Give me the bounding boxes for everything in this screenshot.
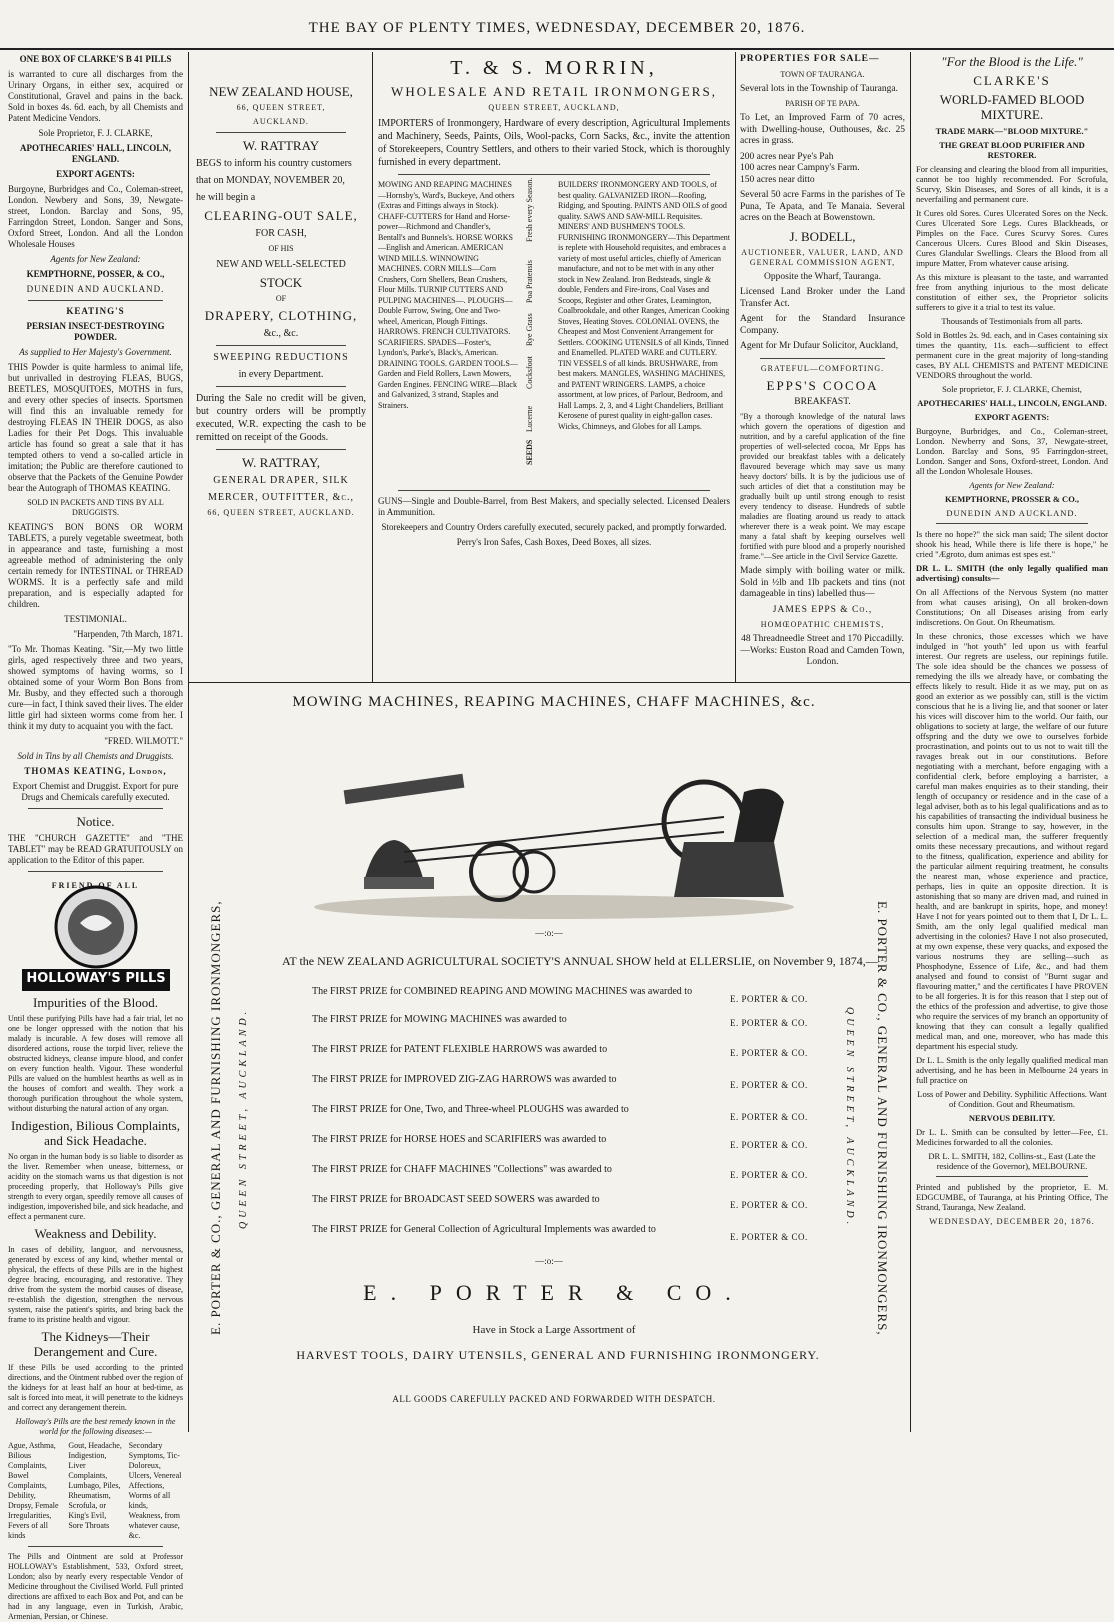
porter-name: E. PORTER & CO. (363, 1280, 745, 1305)
world-famed: WORLD-FAMED BLOOD MIXTURE. (939, 92, 1085, 122)
porter-show: AT the NEW ZEALAND AGRICULTURAL SOCIETY'S ANNUAL SHOW held at ELLERSLIE, on November 9, 1874,— (282, 954, 878, 968)
seal-text: FRIEND OF ALL (51, 881, 140, 890)
rattray-name: W. RATTRAY (242, 138, 320, 153)
smith-only: Dr L. L. Smith is the only legally qualified medical man advertising, and he has been in Melbourne 24 years in full practice on (916, 1055, 1108, 1085)
column-rule (735, 52, 736, 682)
draper-silk: GENERAL DRAPER, SILK (213, 475, 349, 486)
testimonial-signature: "FRED. WILMOTT." (104, 736, 183, 746)
export-agents-body: Burgoyne, Burbridges and Co., Coleman-street, London. Newbery and Sons, 39, Newgate-street, London. Barclay and Sons, 95, Farringdon Street, London. Sanger and Sons, Oxford Street, London. And all the London Wholesale Houses (8, 184, 183, 249)
trade-mark: TRADE MARK—"BLOOD MIXTURE." (935, 126, 1089, 136)
diseases-table (8, 1441, 183, 1541)
rattray-signature: W. RATTRAY, (242, 455, 320, 470)
purifier-heading: THE GREAT BLOOD PURIFIER AND RESTORER. (939, 140, 1085, 160)
morrin-intro: IMPORTERS of Ironmongery, Hardware of every description, Agricultural Implements and Machinery, Seeds, Paints, Oils, Wool-packs, Corn Sacks, &c., invite the attention of Storekeepers, Country Settlers, and others to their varied Stock, which is thoroughly furnished in every department. (378, 118, 730, 168)
bottles: Sold in Bottles 2s. 9d. each, and in Cases containing six times the quantity, 11s. each—sufficient to effect permanent cure in the great majority of long-standing cases, BY ALL CHEMISTS and PATENT MEDICINE VENDORS throughout the world. (916, 330, 1108, 380)
morrin-right-list: BUILDERS' IRONMONGERY AND TOOLS, of best quality. GALVANIZED IRON—Roofing, Ridging, and Spouting. PAINTS AND OILS of good quality. SAWS AND SAW-MILL Requisites. MINERS' AND BUSHMEN'S TOOLS. FURNISHING IRONMONGERY—This Department is replete with Household requisites, and embraces a variety of most useful articles, chiefly of American manufacture, and not to be met with in any other stock in New Zealand. Iron Bedsteads, single & double, Fenders and Fire-irons, Coal Vases and Scoops, Register and other Grates, Leamington, Coalbrookdale, and other Ranges, American Cooking Stoves, Heating Stoves. COLONIAL OVENS, the Cheapest and Most Convenient Arrangement for Settlers. COOKING UTENSILS of all Kinds, Tinned and Enamelled. PLATED WARE and CUTLERY. TIN VESSELS of all kinds. BRUSHWARE, from best makers. MANGLES, WASHING MACHINES, and PATENT WRINGERS. LAMPS, a choice assortment, at low prices, of Parlour, Bedroom, and Hall Lamps. 2, 3, and 4 Light Chandeliers, Brilliant Kerosene of purest quality in eight-gallon cases. Wicks, Chimneys, and Globes for all Lamps. (558, 180, 730, 431)
rattray-begs: BEGS to inform his country customers (196, 158, 352, 169)
masthead (0, 0, 1114, 48)
divider (28, 300, 163, 301)
clarke-pills-heading: ONE BOX OF CLARKE'S B 41 PILLS (19, 54, 172, 64)
prize-line: The FIRST PRIZE for COMBINED REAPING AND MOWING MACHINES was awarded to (312, 986, 693, 997)
pleasant: As this mixture is pleasant to the taste, and warranted free from anything injurious to the most delicate constitution of either sex, the Proprietor solicits sufferers to give it a trial to test its value. (916, 272, 1108, 312)
thousands: Thousands of Testimonials from all parts. (941, 316, 1083, 326)
divider (216, 386, 346, 387)
weakness-body: In cases of debility, languor, and nervousness, generated by excess of any kind, whether mental or physical, the effects of these Pills are in the highest degree bracing, encouraging, and restorative. They drive from the system the morbid causes of disease, re-establish the digestion, strengthen the nervous system, raise the patient's spirits, and bring back the frame to its pristine health and vigour. (8, 1245, 183, 1324)
prize-line: The FIRST PRIZE for BROADCAST SEED SOWERS was awarded to (312, 1194, 600, 1205)
export-heading-5: EXPORT AGENTS: (974, 412, 1050, 422)
bodell-licensed: Licensed Land Broker under the Land Transfer Act. (740, 287, 905, 309)
clarke-hall-5: APOTHECARIES' HALL, LINCOLN, ENGLAND. (917, 398, 1107, 408)
james-epps: JAMES EPPS & Co., (772, 604, 873, 615)
every-department: in every Department. (238, 369, 324, 380)
mercer-outfitter: MERCER, OUTFITTER, &c., (207, 492, 354, 503)
prize-winner: E. PORTER & CO. (730, 1170, 808, 1180)
cures-list: It Cures old Sores. Cures Ulcerated Sores on the Neck. Cures Ulcerated Sore Legs. Cures Blackheads, or Pimples on the Face. Cures Scurvy Sores. Cures Cancerous Ulcers. Cures Blood and Skin Diseases, Cures Glandular Swellings. Clears the Blood from all impure Matter, From whatever cause arising. (916, 208, 1108, 268)
prize-line: The FIRST PRIZE for General Collection of Agricultural Implements was awarded to (312, 1224, 656, 1235)
column-5 (916, 54, 1108, 1434)
holloway-footer: The Pills and Ointment are sold at Professor HOLLOWAY's Establishment, 533, Oxford street, London; also by nearly every respectable Vendor of Medicine throughout the Civilised World. Full printed directions are affixed to each Box and Pot, and can be had in any language, even in Turkish, Arabic, Armenian, Persian, or Chinese. (8, 1552, 183, 1621)
acres-ditto: 150 acres near ditto (740, 174, 815, 185)
smith-list: On all Affections of the Nervous System (no matter from what causes arising), On all broken-down Constitutions; On all Diseases arising from early indiscretions. On Gout. On Rheumatism. (916, 587, 1108, 627)
of-his: OF HIS (268, 244, 294, 253)
smith-address: DR L. L. SMITH, 182, Collins-st., East (Late the residence of the Governor), MELBOURNE. (928, 1151, 1096, 1171)
clarke-proprietor: Sole Proprietor, F. J. CLARKE, (38, 128, 153, 138)
new-well-selected: NEW AND WELL-SELECTED (216, 259, 346, 270)
printed-date: WEDNESDAY, DECEMBER 20, 1876. (929, 1216, 1095, 1226)
prize-winner: E. PORTER & CO. (730, 1140, 808, 1150)
acres-pye: 200 acres near Pye's Pah (740, 151, 834, 162)
notice-heading: Notice. (76, 814, 115, 829)
worm-tablets-body: KEATING'S BON BONS OR WORM TABLETS, a purely vegetable sweetmeat, both in appearance and taste, furnishing a most agreeable method of administering the only certain remedy for INTESTINAL or THREAD WORMS. It is a perfectly safe and mild preparation, and is especially adapted for children. (8, 522, 183, 609)
seed-label: Cocksfoot (525, 356, 534, 389)
morrin-street: QUEEN STREET, AUCKLAND, (488, 103, 620, 112)
divider (216, 449, 346, 450)
thomas-keating-sub: Export Chemist and Druggist. Export for pure Drugs and Chemicals carefully executed. (12, 781, 179, 802)
divider (216, 345, 346, 346)
porter-harvest: HARVEST TOOLS, DAIRY UTENSILS, GENERAL AND FURNISHING IRONMONGERY. (296, 1348, 820, 1362)
keating-subheading: PERSIAN INSECT-DESTROYING POWDER. (26, 321, 165, 342)
section-rule (188, 682, 910, 683)
impurities-body: Until these purifying Pills have had a fair trial, let no one be longer oppressed with the notion that his malady is incurable. A few doses will remove all disordered actions, rouse the torpid liver, relieve the obstructed kidneys, cleanse impure blood, and confer on every function health. Vigour. These wonderful Pills are valued on the humblest hearths as well as in the houses of comfort and wealth. They work a thorough purification throughout the whole system, without disturbing the natural action of any organ. (8, 1014, 183, 1113)
column-2 (196, 84, 366, 674)
prize-line: The FIRST PRIZE for MOWING MACHINES was awarded to (312, 1014, 567, 1025)
divider (28, 808, 163, 809)
papa-body: To Let, an Improved Farm of 70 acres, with Dwelling-house, Outhouses, &c. 25 acres in grass. (740, 113, 905, 146)
bodell-name: J. BODELL, (789, 228, 856, 244)
epps-made: Made simply with boiling water or milk. Sold in ½lb and 1lb packets and tins (not damageable in tins) labelled thus— (740, 566, 905, 599)
keating-heading: KEATING'S (66, 306, 125, 316)
masthead-rule (0, 48, 1114, 50)
column-3 (378, 56, 730, 678)
testimonial-body: "To Mr. Thomas Keating. "Sir,—My two little girls, aged respectively three and two years, showed symptoms of having worms, so I obtained some of your Worm Bon Bons from Mr. Busby, and they effected such a thorough cure—in fact, I think saved their lives. The elder little girl had sixteen worms come from her. I think it my duty to acquaint you with the fact. (8, 644, 183, 731)
seed-label-seeds: SEEDS (525, 439, 534, 465)
holloway-banner: HOLLOWAY'S PILLS (26, 971, 166, 986)
etc: &c., &c. (263, 328, 299, 339)
bodell-agent-solicitor: Agent for Mr Dufaur Solicitor, Auckland, (740, 341, 899, 351)
export-body-5: Burgoyne, Burbridges, and Co., Coleman-street, London. Newberry and Sons, 37, Newgate-street, London. Barclay and Sons, 95 Farringdon-street, London. Sanger and Sons, Oxford-street, London. And all the London Wholesale Houses. (916, 426, 1108, 476)
thomas-keating: THOMAS KEATING, London, (24, 766, 167, 776)
divider (28, 1546, 163, 1547)
divider (936, 523, 1088, 524)
tauranga-body: Several lots in the Township of Tauranga. (740, 83, 898, 94)
smith-heading: DR L. L. SMITH (the only legally qualified man advertising) consults— (916, 563, 1108, 583)
impurities-heading: Impurities of the Blood. (33, 995, 158, 1010)
properties-heading: PROPERTIES FOR SALE— (740, 54, 880, 64)
clearing-sale: CLEARING-OUT SALE, (204, 208, 358, 223)
of: OF (275, 294, 287, 303)
porter-side-left-main: E. PORTER & CO., GENERAL AND FURNISHING IRONMONGERS, (208, 900, 223, 1336)
smith-body: In these chronics, those excesses which we have indulged in "hot youth" led upon us with fearful interest. Our regrets are useless, our repinings futile. The sole idea should be the chances we possess of remedying the ills we already have, or combating the effects likely to result. Hide it as we may, put on as good an exterior as we possibly can, still is the victim conscious that he is a living lie, and that sooner or later his vices will discover him to the world. Our faith, our obligations to society at large, the welfare of our future offspring and the duty we owe to ourselves forbide procrastination, and points out to us not to wait till the ravages break out in our constitutions. Before negotiating with a merchant, before engaging with a confidential clerk, before employing a barrister, a careful man makes enquiries as to their standing, their length of occupancy or residence and in the case of a legal adviser, both as to his legal qualifications and as to his capabilities of transacting the individual business he consults him upon. Strange to say, however, in the selection of a medical man, the sufferer frequently omits these necessary precautions, and without regard to the fitness, qualification, experience and ability for the particular ailment requiring treatment, he consults the nearest man, whose experience and practice, perhaps, lies in quite an opposite direction. It is astonishing that so many are driven mad, and ruined in health, and are bankrupt in spirits, hope, and money! Have I not for years pointed out to them that I, Dr L. L. Smith, am the only legal qualified medical man advertising in the colonies? Have I not also prosecuted, at my own expense, these very quacks, and exposed the various nostrums they are selling—such as Phosphodyne, Essence of Life, &c., and had them analysed and found to consist of "Burnt sugar and flavouring matter," and the certificates I have PROVEN to be all forgeries. It is for this reason that I step out of the ethics of the profession and advertise, to give those who require the services of my branch an opportunity of knowing that they can consult a legally qualified medical man, and one, moreover, who has made this department his especial study. (916, 631, 1108, 1051)
seed-label: Rye Grass (525, 313, 534, 346)
export-agents-heading: EXPORT AGENTS: (56, 169, 135, 179)
seeds-labels (524, 177, 552, 485)
morrin-orders: Storekeepers and Country Orders carefully executed, securely packed, and promptly forwarded. (381, 522, 727, 532)
sweeping-reductions: SWEEPING REDUCTIONS (213, 352, 349, 363)
stock: STOCK (259, 275, 303, 290)
morrin-safes: Perry's Iron Safes, Cash Boxes, Deed Boxes, all sizes. (456, 537, 652, 547)
column-rule (188, 52, 189, 1432)
keating-body: THIS Powder is quite harmless to animal life, but unrivalled in destroying FLEAS, BUGS, BEETLES, MOSQUITOES, MOTHS in furs, and every other species of insects. Sportsmen will find this an invaluable remedy for destroying FLEAS IN THEIR DOGS, as also Ladies for their Pet Dogs. This invaluable article has found so great a sale that it has tempted others to vend a so-called article in imitation; the Public are therefore cautioned to observe that the Packets of the Genuine Powder bear the Autograph of THOMAS KEATING. (8, 362, 183, 493)
diseases-col-c: Secondary Symptoms, Tic-Doloreux, Ulcers, Venereal Affections, Worms of all kinds, Weakness, from whatever cause, &c. (128, 1441, 182, 1540)
clarke-proprietor-5: Sole proprietor, F. J. CLARKE, Chemist, (942, 384, 1082, 394)
diseases-heading: Holloway's Pills are the best remedy known in the world for the following diseases:— (15, 1417, 176, 1436)
epps-body: "By a thorough knowledge of the natural laws which govern the operations of digestion and nutrition, and by a careful application of the fine properties of well-selected cocoa, Mr Epps has provided our breakfast tables with a delicately flavoured beverage which may save us many heavy doctors' bills. It is by the judicious use of such articles of diet that a constitution may be gradually built up until strong enough to resist every tendency to disease. Hundreds of subtle maladies are floating around us ready to attack wherever there is a weak point. We may escape many a fatal shaft by keeping ourselves well fortified with pure blood and a properly nourished frame."—See article in the Civil Service Gazette. (740, 412, 905, 561)
keating-supplied: As supplied to Her Majesty's Government. (19, 347, 172, 357)
homeopathic: HOMŒOPATHIC CHEMISTS, (760, 620, 885, 629)
diseases-col-b: Gout, Headache, Indigestion, Liver Complaints, Lumbago, Piles, Rheumatism, Scrofula, or King's Evil, Sore Throats (68, 1441, 122, 1530)
nz-house-city: AUCKLAND. (253, 117, 309, 126)
nz-agents-5: Agents for New Zealand: (969, 480, 1055, 490)
notice-body: THE "CHURCH GAZETTE" and "THE TABLET" may be READ GRATUITOUSLY on application to the Editor of this paper. (8, 833, 183, 865)
poem: Is there no hope?" the sick man said; The silent doctor shook his head, While there is life there is hope," he cried "Ægroto, dum animas est spes est." (916, 529, 1108, 559)
keating-sold: SOLD IN PACKETS AND TINS BY ALL DRUGGISTS. (27, 498, 164, 517)
porter-divider-top: —:o:— (535, 928, 563, 938)
porter-side-left-street: QUEEN STREET, AUCKLAND. (238, 1007, 249, 1229)
kempthorne-5: KEMPTHORNE, PROSSER & CO., (944, 494, 1080, 504)
machine-illustration (304, 722, 804, 922)
sold-in-tins: Sold in Tins by all Chemists and Druggists. (17, 751, 174, 761)
porter-headline: MOWING MACHINES, REAPING MACHINES, CHAFF MACHINES, &c. (292, 694, 816, 710)
holloway-seal-area (8, 877, 183, 995)
prize-winner: E. PORTER & CO. (730, 1048, 808, 1058)
smith-loss: Loss of Power and Debility. Syphilitic Affections. Want of Condition. Gout and Rheumatism. (917, 1089, 1107, 1109)
bodell-opposite: Opposite the Wharf, Tauranga. (764, 271, 881, 282)
morrin-title: T. & S. MORRIN, (450, 57, 658, 79)
kempthorne: KEMPTHORNE, POSSER, & CO., (26, 269, 165, 279)
drapery-clothing: DRAPERY, CLOTHING, (204, 308, 358, 323)
column-rule (372, 52, 373, 682)
papa-heading: PARISH OF TE PAPA. (785, 99, 860, 108)
bodell-title: AUCTIONEER, VALUER, LAND, AND GENERAL COMMISSION AGENT, (741, 247, 904, 267)
seed-label: Lucerne (525, 405, 534, 432)
tauranga-heading: TOWN OF TAURANGA. (780, 69, 865, 79)
divider (760, 358, 885, 359)
indigestion-heading: Indigestion, Bilious Complaints, and Sick Headache. (10, 1118, 180, 1148)
prize-winner: E. PORTER & CO. (730, 1018, 808, 1028)
during-sale: During the Sale no credit will be given, but country orders will be promptly executed, W.R. expecting the cash to be remitted on receipt of the Goods. (196, 393, 366, 443)
column-1 (8, 54, 183, 1621)
morrin-lists (378, 177, 730, 485)
divider (936, 1176, 1088, 1177)
epps-title: EPPS'S COCOA (766, 377, 879, 393)
divider (216, 132, 346, 133)
prize-winner: E. PORTER & CO. (730, 1112, 808, 1122)
prize-line: The FIRST PRIZE for PATENT FLEXIBLE HARROWS was awarded to (312, 1044, 608, 1055)
indigestion-body: No organ in the human body is so liable to disorder as the liver. Remember when unease, bitterness, or acidity on the stomach warns us that digestion is not proceeding properly, that Holloway's Pills give strength to every organ, speedily remove all causes of indigestion, impoverished bile, and sick headache, and effect a permanent cure. (8, 1152, 183, 1221)
diseases-col-a: Ague, Asthma, Bilious Complaints, Bowel Complaints, Debility, Dropsy, Female Irregularities, Fevers of all kinds (8, 1441, 59, 1540)
prize-line: The FIRST PRIZE for One, Two, and Three-wheel PLOUGHS was awarded to (312, 1104, 629, 1115)
prize-winner: E. PORTER & CO. (730, 1232, 808, 1242)
clarke-hall: APOTHECARIES' HALL, LINCOLN, ENGLAND. (19, 143, 172, 164)
porter-divider-bottom: —:o:— (535, 1256, 563, 1266)
nz-house-street: 66, QUEEN STREET, (236, 103, 326, 112)
bodell-agent-insurance: Agent for the Standard Insurance Company. (740, 314, 905, 336)
nervous-debility: NERVOUS DEBILITY. (968, 1113, 1056, 1123)
testimonial-heading: TESTIMONIAL. (64, 614, 127, 624)
divider (398, 174, 710, 175)
epps-address: 48 Threadneedle Street and 170 Piccadilly.—Works: Euston Road and Camden Town, London. (740, 634, 905, 667)
porter-have: Have in Stock a Large Assortment of (472, 1324, 636, 1336)
for-cash: FOR CASH, (255, 228, 307, 239)
morrin-guns: GUNS—Single and Double-Barrel, from Best Makers, and specially selected. Licensed Dealers in Ammunition. (378, 496, 730, 517)
kidneys-body: If these Pills be used according to the printed directions, and the Ointment rubbed over the region of the kidneys for at least half an hour at bed-time, as salt is forced into meat, it will penetrate to the kidneys and correct any derangement therein. (8, 1363, 183, 1412)
prize-winner: E. PORTER & CO. (730, 1200, 808, 1210)
epps-breakfast: BREAKFAST. (794, 396, 851, 407)
rattray-monday: that on MONDAY, NOVEMBER 20, (196, 175, 345, 186)
kempthorne-city: DUNEDIN AND AUCKLAND. (26, 284, 165, 294)
porter-side-right-main: E. PORTER & CO., GENERAL AND FURNISHING IRONMONGERS, (875, 900, 890, 1336)
divider (398, 490, 710, 491)
testimonial-date: "Harpenden, 7th March, 1871. (73, 629, 183, 639)
morrin-left-list: MOWING AND REAPING MACHINES—Hornsby's, Ward's, Buckeye, And others (Extras and Fittings always in Stock). CHAFF-CUTTERS for Hand and Horse-power—Richmond and Chandler's, Bentall's and Bunnels's. HORSE WORKS—English and American. AMERICAN WIND MILLS. WINNOWING MACHINES. CORN MILLS—Corn Crushers, Corn Shellers, Bean Crushers, Flour Mills. TURNIP CUTTERS AND PULPING MACHINES—. PLOUGHS—Double Furrow, Swing, One and Two-wheel, American, Plough Fittings. HARROWS. FRENCH CULTIVATORS. SCARIFIERS. SPADES—Foster's, Lyndon's, Parke's, Black's, American. DRAINING TOOLS. GARDEN TOOLS—Garden and Field Rollers, Lawn Mowers, Garden Engines. FENCING WIRE—Black and Galvanized, 3 strand, Staples and Strainers. (378, 180, 518, 410)
column-4 (740, 54, 905, 676)
purifier-body: For cleansing and clearing the blood from all impurities, cannot be too highly recommended. For Scrofula, Scurvy, Skin Diseases, and Sores of all kinds, it is a neverfailing and permanent cure. (916, 164, 1108, 204)
prize-line: The FIRST PRIZE for IMPROVED ZIG-ZAG HARROWS was awarded to (312, 1074, 617, 1085)
farms: Several 50 acre Farms in the parishes of Te Puna, Te Apata, and Te Manaia. Several acres on the Beach at Bowenstown. (740, 190, 905, 223)
grateful-comforting: GRATEFUL—COMFORTING. (760, 363, 885, 373)
nz-house-title: NEW ZEALAND HOUSE, (209, 84, 353, 99)
porter-side-right-street: QUEEN STREET, AUCKLAND. (844, 1007, 855, 1229)
rattray-begin: he will begin a (196, 192, 256, 203)
smith-consulted: Dr L. L. Smith can be consulted by letter—Fee, £1. Medicines forwarded to all the colonies. (916, 1127, 1108, 1147)
prize-line: The FIRST PRIZE for HORSE HOES and SCARIFIERS was awarded to (312, 1134, 607, 1145)
kempthorne-city-5: DUNEDIN AND AUCKLAND. (946, 508, 1078, 518)
prize-winner: E. PORTER & CO. (730, 1080, 808, 1090)
prize-line: The FIRST PRIZE for CHAFF MACHINES "Collections" was awarded to (312, 1164, 612, 1175)
morrin-subtitle: WHOLESALE AND RETAIL IRONMONGERS, (391, 84, 717, 99)
rattray-address: 66, QUEEN STREET, AUCKLAND. (207, 508, 355, 517)
kidneys-heading: The Kidneys—Their Derangement and Cure. (33, 1329, 158, 1359)
porter-advert (194, 688, 906, 1432)
porter-goods: ALL GOODS CAREFULLY PACKED AND FORWARDED WITH DESPATCH. (392, 1394, 716, 1404)
nz-agents-label: Agents for New Zealand: (50, 254, 141, 264)
clarke-pills-body: is warranted to cure all discharges from the Urinary Organs, in either sex, acquired or Constitutional, Gravel and pains in the back. Sold in boxes 4s. 6d. each, by all Chemists and Patent Medicine Vendors. (8, 69, 183, 123)
seed-label: Fresh every Season. (525, 177, 534, 242)
divider (28, 871, 163, 872)
masthead-title: THE BAY OF PLENTY TIMES, WEDNESDAY, DECEMBER 20, 1876. (308, 20, 806, 36)
clarkes-title: CLARKE'S (973, 73, 1051, 88)
blood-life: "For the Blood is the Life." (941, 54, 1083, 69)
weakness-heading: Weakness and Debility. (34, 1226, 157, 1241)
acres-campny: 100 acres near Campny's Farm. (740, 163, 860, 173)
column-rule (910, 52, 911, 1432)
prize-winner: E. PORTER & CO. (730, 994, 808, 1004)
seed-label: Poa Pratensis (525, 260, 534, 303)
printed-by: Printed and published by the proprietor, E. M. EDGCUMBE, of Tauranga, at his Printing Office, The Strand, Tauranga, New Zealand. (916, 1182, 1108, 1212)
